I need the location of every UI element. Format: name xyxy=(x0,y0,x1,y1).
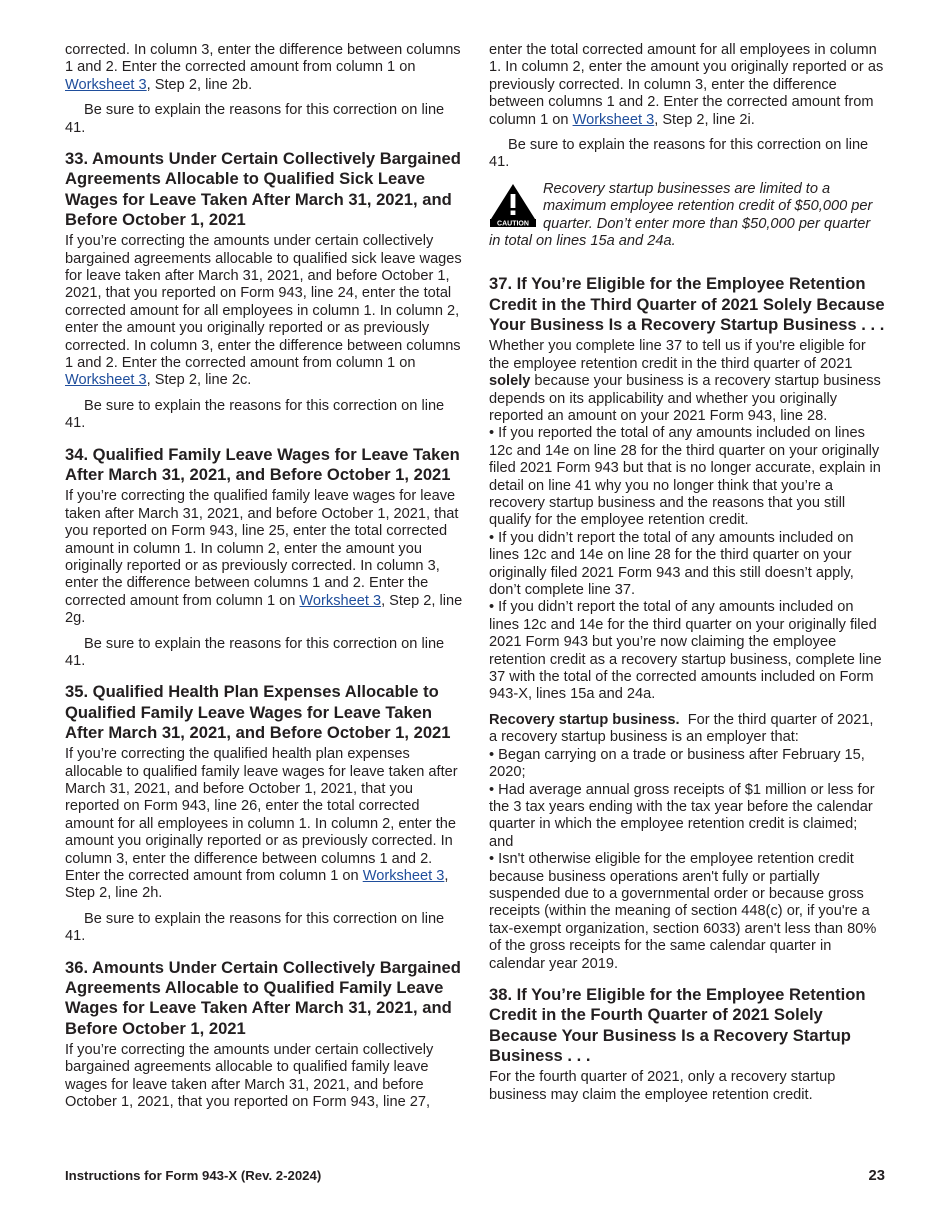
page-number: 23 xyxy=(868,1168,885,1184)
heading-line-36: 36. Amounts Under Certain Collectively Bargained Agreements Allocable to Qualified Family Leave Wages for Leave Taken After March 31, 2021, and Before October 1, 2021 xyxy=(65,957,461,1038)
list-item: • Isn't otherwise eligible for the employee retention credit because business operations aren't fully or partially suspended due to a governmental order or because gross receipts (within the meaning of section 448(c) or, if you're a tax-exempt organization, section 6033) aren't less than 80% of the gross receipts for the same calendar quarter in calendar year 2019. xyxy=(489,851,877,972)
caution-text: Recovery startup businesses are limited to a maximum employee retention credit of $50,000 per quarter. Don’t enter more than $50,000 per quarter in total on lines 15a and 24a. xyxy=(489,180,873,250)
recovery-startup-definition: Recovery startup business. For the third quarter of 2021, a recovery startup business is an employer that: xyxy=(489,711,874,746)
paragraph-line-36-continued: enter the total corrected amount for all employees in column 1. In column 2, enter the amount you originally reported or as previously corrected. In column 3, enter the difference between columns 1 and 2. Enter the corrected amount from column 1 on Worksheet 3, Step 2, line 2i. xyxy=(489,42,884,128)
heading-line-34: 34. Qualified Family Leave Wages for Leave Taken After March 31, 2021, and Before October 1, 2021 xyxy=(65,444,460,484)
list-item: • If you reported the total of any amounts included on lines 12c and 14e on line 28 for the third quarter on your originally filed 2021 Form 943 but that is no longer accurate, explain in detail on line 41 why you no longer think that you’re a recovery startup business and the reasons that you still qualify for the employee retention credit. xyxy=(489,425,881,529)
list-item: • Had average annual gross receipts of $1 million or less for the 3 tax years ending with the tax year before the calendar quarter in which the employee retention credit is claimed; and xyxy=(489,781,875,850)
list-item: • If you didn’t report the total of any amounts included on lines 12c and 14e on line 28 for the third quarter on your originally filed 2021 Form 943 and this still doesn’t apply, don’t complete line 37. xyxy=(489,529,854,599)
list-item: • If you didn’t report the total of any amounts included on lines 12c and 14e for the third quarter on your originally filed 2021 Form 943 but you’re now claiming the employee retention credit as a recovery startup business, complete line 37 with the total of the corrected amounts included on Form 943-X, lines 15a and 24a. xyxy=(489,599,882,703)
heading-line-37: 37. If You’re Eligible for the Employee Retention Credit in the Third Quarter of 2021 Solely Because Your Business Is a Recovery Startup Business . . . xyxy=(489,274,885,335)
paragraph-line-38: For the fourth quarter of 2021, only a recovery startup business may claim the employee retention credit. xyxy=(489,1069,836,1103)
caution-box xyxy=(489,181,885,251)
paragraph-line-34: If you’re correcting the qualified family leave wages for leave taken after March 31, 2021, and before October 1, 2021, that you reported on Form 943, line 25, enter the total corrected amount in column 1. In column 2, enter the amount you originally reported or as previously corrected. In column 3, enter the difference between columns 1 and 2. Enter the corrected amount from column 1 on Worksheet 3, Step 2, line 2g. xyxy=(65,488,463,627)
caution-icon xyxy=(489,183,537,227)
explain-note: Be sure to explain the reasons for this correction on line 41. xyxy=(489,137,869,171)
footer-form-label: Instructions for Form 943-X (Rev. 2-2024) xyxy=(65,1168,322,1183)
worksheet-3-link[interactable]: Worksheet 3 xyxy=(362,868,445,885)
explain-note: Be sure to explain the reasons for this correction on line 41. xyxy=(65,102,445,136)
worksheet-3-link[interactable]: Worksheet 3 xyxy=(65,372,147,389)
paragraph-line-37: Whether you complete line 37 to tell us if you're eligible for the employee retention credit in the third quarter of 2021 solely because your business is a recovery startup business depends on its applicability and whether you originally reported an amount on your 2021 Form 943, line 28. xyxy=(489,338,881,424)
explain-note: Be sure to explain the reasons for this correction on line 41. xyxy=(65,397,445,432)
list-item: • Began carrying on a trade or business after February 15, 2020; xyxy=(489,746,865,781)
worksheet-3-link[interactable]: Worksheet 3 xyxy=(572,111,655,128)
heading-line-33: 33. Amounts Under Certain Collectively Bargained Agreements Allocable to Qualified Sick Leave Wages for Leave Taken After March 31, 2021, and Before October 1, 2021 xyxy=(65,149,461,229)
paragraph-line-36: If you’re correcting the amounts under certain collectively bargained agreements allocable to qualified family leave wages for leave taken after March 31, 2021, and before October 1, 2021, that you reported on Form 943, line 27, xyxy=(65,1041,434,1111)
worksheet-3-link[interactable]: Worksheet 3 xyxy=(299,592,382,609)
explain-note: Be sure to explain the reasons for this correction on line 41. xyxy=(65,635,445,669)
caution-label: CAUTION xyxy=(497,220,529,227)
explain-note: Be sure to explain the reasons for this correction on line 41. xyxy=(65,910,445,945)
left-column xyxy=(65,42,465,1112)
paragraph-continued: corrected. In column 3, enter the difference between columns 1 and 2. Enter the corrected amount from column 1 on Worksheet 3, Step 2, line 2b. xyxy=(65,42,461,93)
heading-line-38: 38. If You’re Eligible for the Employee Retention Credit in the Fourth Quarter of 2021 Solely Because Your Business Is a Recovery Startup Business . . . xyxy=(489,984,866,1065)
worksheet-3-link[interactable]: Worksheet 3 xyxy=(65,76,147,93)
heading-line-35: 35. Qualified Health Plan Expenses Allocable to Qualified Family Leave Wages for Leave Taken After March 31, 2021, and Before October 1, 2021 xyxy=(65,682,451,742)
paragraph-line-35: If you’re correcting the qualified health plan expenses allocable to qualified family leave wages for leave taken after March 31, 2021, and before October 1, 2021, that you reported on Form 943, line 26, enter the total corrected amount for all employees in column 1. In column 2, enter the amount you originally reported or as previously corrected. In column 3, enter the difference between columns 1 and 2. Enter the corrected amount from column 1 on Worksheet 3, Step 2, line 2h. xyxy=(65,746,458,902)
right-column xyxy=(489,42,885,1104)
paragraph-line-33: If you’re correcting the amounts under certain collectively bargained agreements allocable to qualified sick leave wages for leave taken after March 31, 2021, and before October 1, 2021, that you reported on Form 943, line 24, enter the total corrected amount for all employees in column 1. In column 2, enter the amount you originally reported or as previously corrected. In column 3, enter the difference between columns 1 and 2. Enter the corrected amount from column 1 on Worksheet 3, Step 2, line 2c. xyxy=(65,233,462,389)
